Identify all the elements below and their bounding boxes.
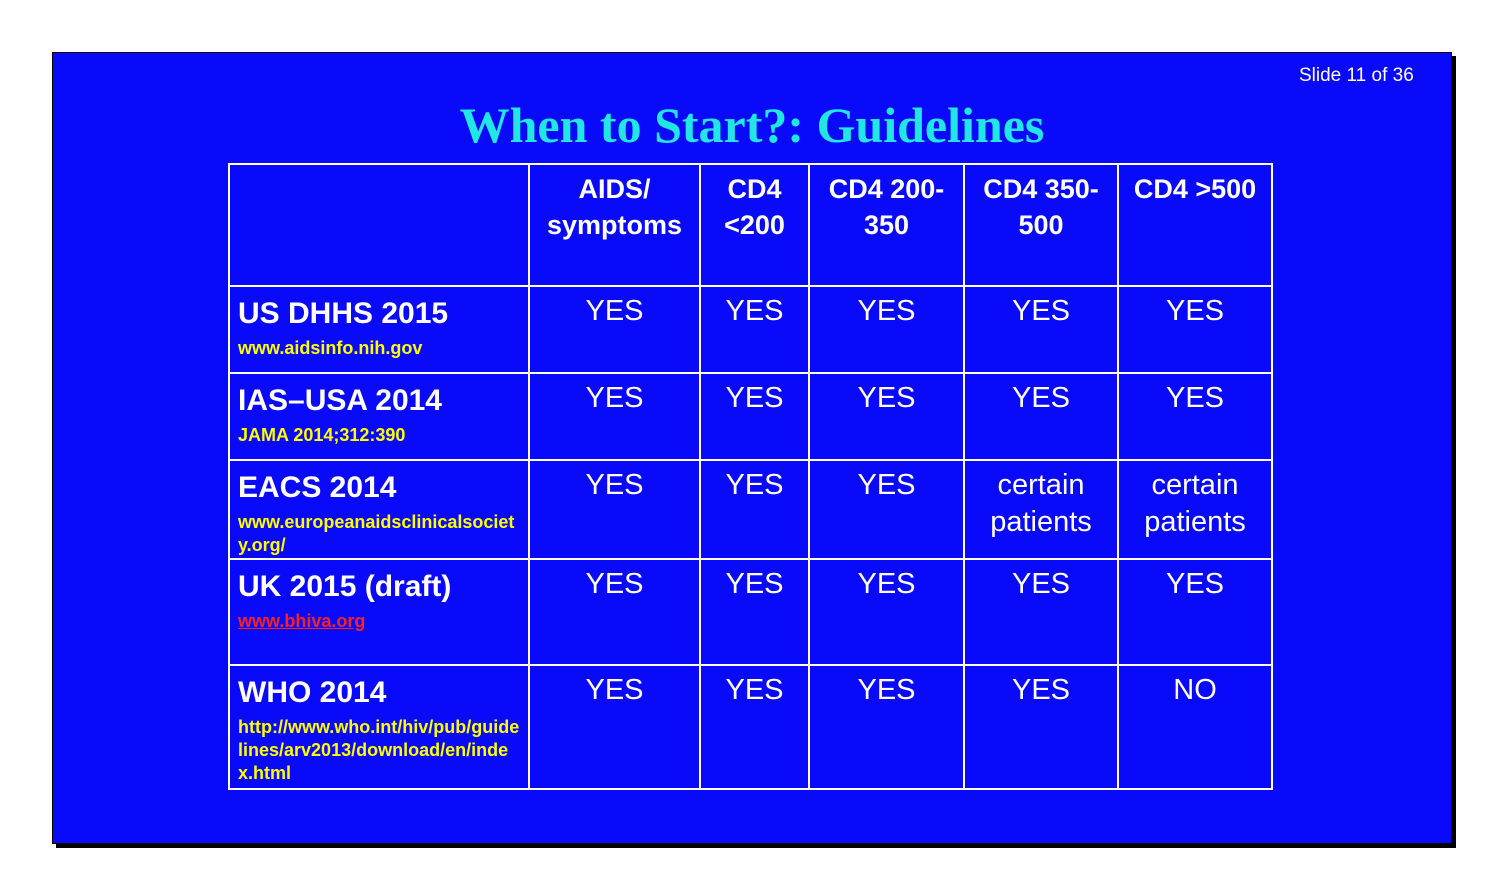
- row-header: [229, 665, 529, 789]
- table-cell: YES: [700, 373, 809, 460]
- table-cell: YES: [809, 559, 964, 665]
- table-cell: YES: [964, 286, 1118, 373]
- table-cell: YES: [700, 460, 809, 559]
- table-cell: certain patients: [1118, 460, 1272, 559]
- table-cell: YES: [809, 373, 964, 460]
- table-cell: YES: [529, 286, 700, 373]
- table-cell: YES: [529, 373, 700, 460]
- table-cell: YES: [964, 373, 1118, 460]
- header-cell-empty: [229, 164, 529, 286]
- row-header: [229, 559, 529, 665]
- table-cell: YES: [529, 665, 700, 789]
- row-header: [229, 286, 529, 373]
- guidelines-table-wrapper: [228, 163, 1273, 790]
- table-cell: YES: [809, 286, 964, 373]
- guideline-source: http://www.who.int/hiv/pub/guidelines/arv2013/download/en/index.html: [238, 717, 520, 783]
- guideline-name: US DHHS 2015: [238, 297, 449, 330]
- table-cell: YES: [700, 559, 809, 665]
- guidelines-table: [228, 163, 1273, 790]
- table-cell: NO: [1118, 665, 1272, 789]
- row-header: [229, 373, 529, 460]
- table-cell: YES: [964, 559, 1118, 665]
- table-cell: YES: [1118, 373, 1272, 460]
- header-cell-cd4-over-500: CD4 >500: [1118, 164, 1272, 286]
- header-cell-cd4-350-500: CD4 350-500: [964, 164, 1118, 286]
- guideline-name: WHO 2014: [238, 676, 387, 709]
- table-cell: YES: [1118, 286, 1272, 373]
- row-header: [229, 460, 529, 559]
- table-row: [229, 373, 1272, 460]
- table-row: [229, 286, 1272, 373]
- table-row: [229, 665, 1272, 789]
- guideline-name: EACS 2014: [238, 471, 397, 504]
- slide-title: When to Start?: Guidelines: [459, 97, 1045, 153]
- table-row: [229, 559, 1272, 665]
- slide: [52, 52, 1452, 844]
- header-cell-cd4-200-350: CD4 200-350: [809, 164, 964, 286]
- slide-number: Slide 11 of 36: [1299, 65, 1414, 86]
- table-cell: YES: [529, 460, 700, 559]
- guideline-name: UK 2015 (draft): [238, 570, 452, 603]
- guideline-source-link[interactable]: www.bhiva.org: [238, 611, 366, 631]
- guideline-source: JAMA 2014;312:390: [238, 425, 406, 445]
- table-header-row: [229, 164, 1272, 286]
- guideline-source: www.europeanaidsclinicalsociety.org/: [238, 512, 515, 555]
- header-cell-cd4-under-200: CD4 <200: [700, 164, 809, 286]
- table-cell: YES: [809, 665, 964, 789]
- table-cell: YES: [700, 665, 809, 789]
- table-cell: YES: [529, 559, 700, 665]
- table-cell: YES: [964, 665, 1118, 789]
- guideline-source: www.aidsinfo.nih.gov: [238, 338, 423, 358]
- table-cell: YES: [809, 460, 964, 559]
- table-cell: YES: [700, 286, 809, 373]
- guideline-name: IAS–USA 2014: [238, 384, 442, 417]
- table-cell: certain patients: [964, 460, 1118, 559]
- table-cell: YES: [1118, 559, 1272, 665]
- header-cell-aids-symptoms: AIDS/ symptoms: [529, 164, 700, 286]
- table-row: [229, 460, 1272, 559]
